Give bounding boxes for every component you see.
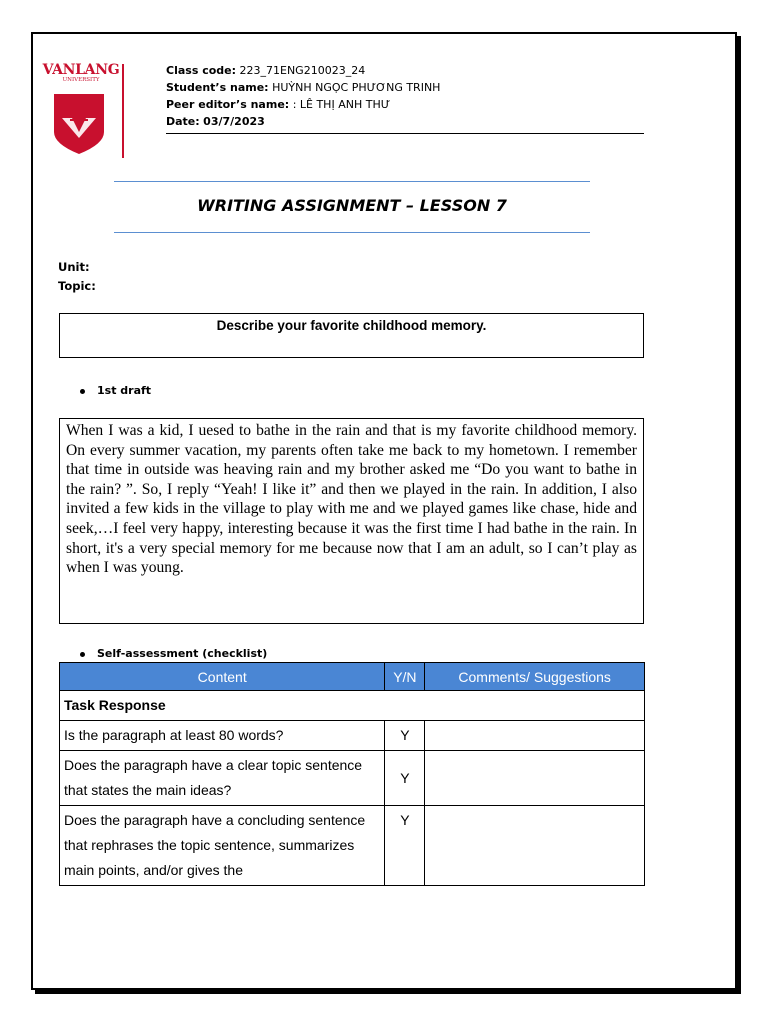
table-row bbox=[60, 751, 645, 806]
date-value: 03/7/2023 bbox=[203, 115, 265, 128]
shield-icon bbox=[52, 92, 106, 156]
draft-text: When I was a kid, I uesed to bathe in the rain and that is my favorite childhood memory. On every summer vacation, my parents often take me back to my hometown. I remember that time in outside was heaving rain and my brother asked me “Do you want to bathe in the rain? ”. So, I reply “Yeah! I like it” and then we played in the rain. In addition, I also invited a few kids in the village to play with me and we played games like chase, hide and seek,…I feel very happy, interesting because it was the first time I had bathe in the rain. In short, it's a very special memory for me because now that I am an adult, so I can’t play as when I was young. bbox=[66, 422, 637, 577]
logo-name: VANLANG bbox=[42, 62, 120, 78]
title-rule-bottom bbox=[114, 232, 590, 233]
checklist-table bbox=[59, 662, 645, 886]
title-rule-top bbox=[114, 181, 590, 182]
page-title: WRITING ASSIGNMENT – LESSON 7 bbox=[197, 196, 507, 215]
university-logo bbox=[40, 62, 122, 83]
assessment-heading: Self-assessment (checklist) bbox=[80, 647, 267, 660]
section-row bbox=[60, 691, 645, 721]
row-yn: Y bbox=[385, 721, 425, 751]
student-name: HUỲNH NGỌC PHƯƠNG TRINH bbox=[272, 81, 441, 94]
bullet-icon bbox=[80, 652, 85, 657]
row-content: Does the paragraph have a concluding sentence that rephrases the topic sentence, summarizes main points, and/or gives the bbox=[60, 806, 385, 886]
row-comment[interactable] bbox=[425, 751, 645, 806]
peer-name: : LÊ THỊ ANH THƯ bbox=[292, 98, 391, 111]
prompt-box bbox=[59, 313, 644, 358]
table-header-row bbox=[60, 663, 645, 691]
peer-line: Peer editor’s name: : LÊ THỊ ANH THƯ bbox=[166, 98, 391, 111]
header-content: Content bbox=[60, 663, 385, 691]
class-code-line: Class code: 223_71ENG210023_24 bbox=[166, 64, 366, 77]
logo-subtitle: UNIVERSITY bbox=[62, 77, 100, 83]
logo-divider bbox=[122, 64, 124, 158]
row-content: Is the paragraph at least 80 words? bbox=[60, 721, 385, 751]
unit-topic bbox=[58, 258, 96, 296]
unit-label: Unit: bbox=[58, 260, 90, 274]
table-row bbox=[60, 721, 645, 751]
draft-box bbox=[59, 418, 644, 624]
header-comments: Comments/ Suggestions bbox=[425, 663, 645, 691]
date-line: Date: 03/7/2023 bbox=[166, 115, 265, 128]
topic-label: Topic: bbox=[58, 279, 96, 293]
row-content: Does the paragraph have a clear topic sentence that states the main ideas? bbox=[60, 751, 385, 806]
header-info bbox=[166, 62, 644, 134]
prompt-text: Describe your favorite childhood memory. bbox=[216, 318, 487, 333]
header-yn: Y/N bbox=[385, 663, 425, 691]
class-code: 223_71ENG210023_24 bbox=[239, 64, 366, 77]
student-line: Student’s name: HUỲNH NGỌC PHƯƠNG TRINH bbox=[166, 81, 441, 94]
table-row bbox=[60, 806, 645, 886]
draft-heading: 1st draft bbox=[80, 384, 151, 397]
section-label: Task Response bbox=[60, 691, 645, 721]
bullet-icon bbox=[80, 389, 85, 394]
row-comment[interactable] bbox=[425, 721, 645, 751]
row-yn: Y bbox=[385, 751, 425, 806]
row-yn: Y bbox=[385, 806, 425, 886]
row-comment[interactable] bbox=[425, 806, 645, 886]
